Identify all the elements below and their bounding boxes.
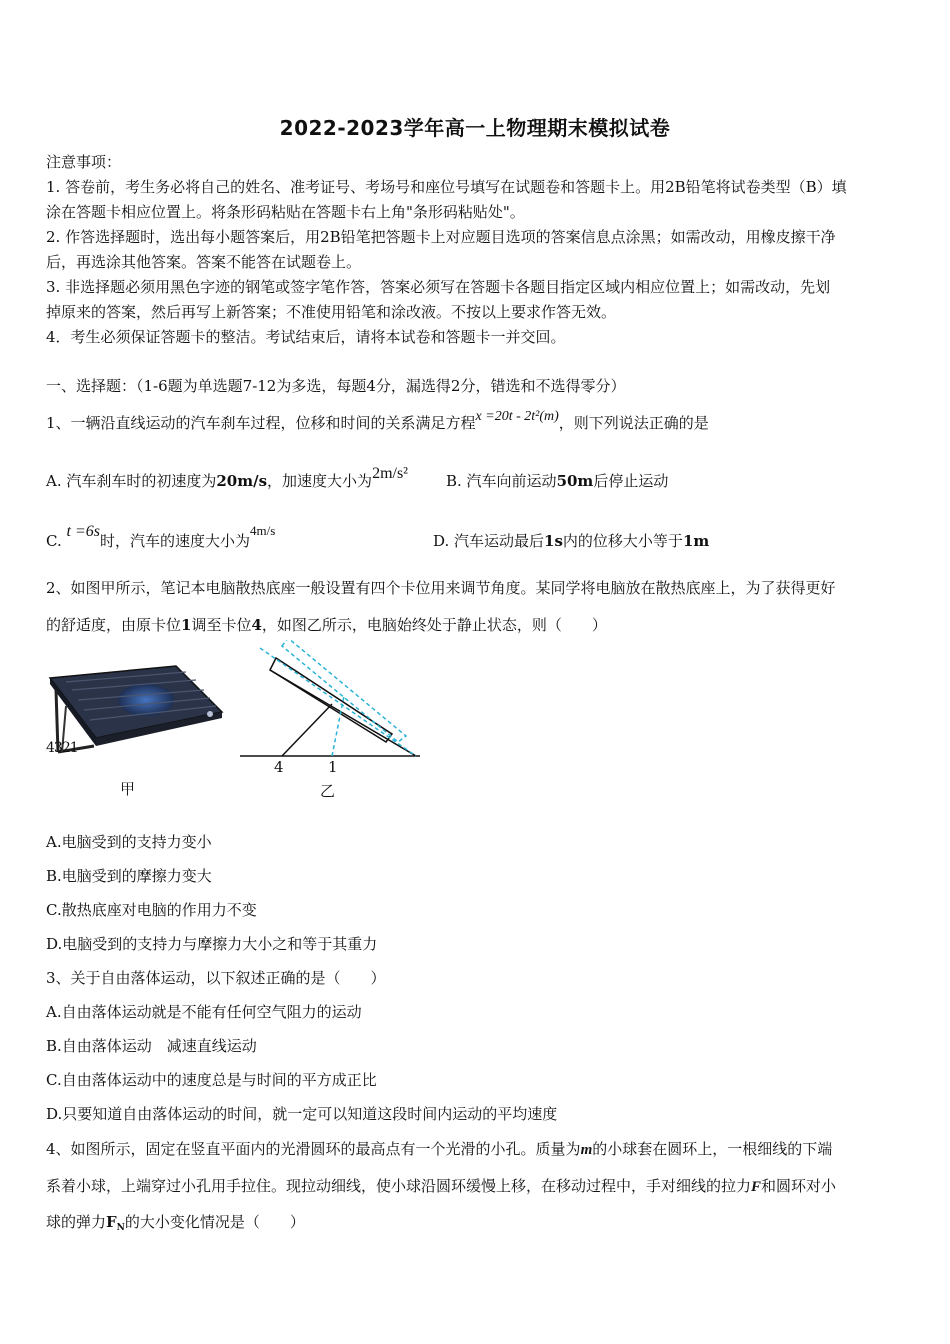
figure-yi (236, 640, 426, 800)
position-4-label: 4 (274, 758, 284, 776)
support-leg-4 (282, 704, 332, 756)
q1-opt-a-text: A. 汽车刹车时的初速度为 (46, 472, 217, 490)
notice-line-4: 后，再选涂其他答案。答案不能答在试题卷上。 (46, 253, 362, 271)
q1-stem-end: ，则下列说法正确的是 (558, 414, 709, 432)
q1-opt-d-time: 1s (544, 532, 563, 550)
position-1-label: 1 (328, 758, 338, 776)
q4-stem-line-2 (46, 1176, 836, 1197)
q2-option-b: B.电脑受到的摩擦力变大 (46, 867, 212, 885)
q1-opt-a-v0: 20m/s (216, 472, 268, 490)
q4-normal-force-symbol: F (106, 1213, 117, 1231)
q4-line2-a: 系着小球，上端穿过小孔用手拉住。现拉动细线，使小球沿圆环缓慢上移，在移动过程中，手对细线的拉力 (46, 1177, 752, 1195)
q1-stem-text: 1、一辆沿直线运动的汽车刹车过程，位移和时间的关系满足方程 (46, 414, 476, 432)
notice-line-6: 掉原来的答案，然后再写上新答案；不准使用铅笔和涂改液。不按以上要求作答无效。 (46, 303, 617, 321)
q1-opt-c-time: t =6s (66, 523, 100, 540)
q4-stem-line-3 (46, 1212, 305, 1238)
slot-numbers: 4321 (46, 740, 78, 756)
q4-line3-b: 的大小变化情况是（ ） (124, 1213, 305, 1231)
notice-line-3: 2. 作答选择题时，选出每小题答案后，用2B铅笔把答题卡上对应题目选项的答案信息点涂黑；如需改动，用橡皮擦干净 (46, 228, 836, 246)
q4-mass-symbol: m (580, 1142, 593, 1158)
q4-stem-line-1 (46, 1139, 832, 1160)
q1-opt-a-accel: 2m/s² (372, 465, 408, 482)
q1-option-b (446, 471, 668, 491)
figure-yi-label: 乙 (320, 782, 336, 800)
notice-line-7: 4．考生必须保证答题卡的整洁。考试结束后，请将本试卷和答题卡一并交回。 (46, 328, 566, 346)
q2-line2-c: ，如图乙所示，电脑始终处于静止状态，则（ ） (261, 616, 607, 634)
figure-jia (46, 660, 226, 800)
q4-force-symbol: F (751, 1179, 762, 1195)
figure-jia-label: 甲 (120, 780, 136, 798)
q3-option-a: A.自由落体运动就是不能有任何空气阻力的运动 (46, 1003, 362, 1021)
q1-option-c (46, 523, 276, 552)
q1-opt-c-mid: 时，汽车的速度大小为 (99, 532, 250, 550)
q1-opt-b-text: B. 汽车向前运动 (446, 472, 557, 490)
section-heading: 一、选择题：（1-6题为单选题7-12为多选，每题4分，漏选得2分，错选和不选得零分） (46, 377, 626, 395)
q2-option-c: C.散热底座对电脑的作用力不变 (46, 901, 257, 919)
notice-line-1: 1. 答卷前，考生务必将自己的姓名、准考证号、考场号和座位号填写在试题卷和答题卡上。用2B铅笔将试卷类型（B）填 (46, 178, 847, 196)
notice-heading: 注意事项： (46, 153, 122, 171)
q1-opt-d-mid: 内的位移大小等于 (562, 532, 683, 550)
q2-stem-line-2 (46, 615, 607, 635)
laptop-position-4 (270, 658, 392, 742)
q2-line2-a: 的舒适度，由原卡位 (46, 616, 182, 634)
notice-line-2: 涂在答题卡相应位置上。将条形码粘贴在答题卡右上角"条形码粘贴处"。 (46, 203, 525, 221)
q1-opt-b-end: 后停止运动 (593, 472, 669, 490)
q4-normal-subscript: N (116, 1223, 125, 1233)
q3-option-d: D.只要知道自由落体运动的时间，就一定可以知道这段时间内运动的平均速度 (46, 1105, 558, 1123)
q1-option-d (433, 531, 709, 551)
q2-option-a: A.电脑受到的支持力变小 (46, 833, 212, 851)
q4-line3-a: 球的弹力 (46, 1213, 107, 1231)
laptop-position-1 (260, 648, 416, 756)
q2-slot-1: 1 (181, 616, 192, 634)
q3-option-b: B.自由落体运动 减速直线运动 (46, 1037, 257, 1055)
q1-opt-c-text: C. (46, 532, 62, 550)
notice-line-5: 3. 非选择题必须用黑色字迹的钢笔或签字笔作答，答案必须写在答题卡各题目指定区域内相应位置上；如需改动，先划 (46, 278, 831, 296)
q4-line2-b: 和圆环对小 (761, 1177, 837, 1195)
q1-option-a (46, 465, 408, 492)
support-leg-1 (332, 696, 344, 756)
q1-opt-d-distance: 1m (682, 532, 710, 550)
q1-opt-c-speed: 4m/s (249, 523, 276, 538)
q4-line1-b: 的小球套在圆环上，一根细线的下端 (592, 1140, 833, 1158)
q2-stem-line-1: 2、如图甲所示，笔记本电脑散热底座一般设置有四个卡位用来调节角度。某同学将电脑放在散热底座上，为了获得更好 (46, 579, 836, 597)
q2-slot-4: 4 (251, 616, 262, 634)
q1-stem (46, 409, 709, 435)
q2-option-d: D.电脑受到的支持力与摩擦力大小之和等于其重力 (46, 935, 378, 953)
q4-line1-a: 4、如图所示，固定在竖直平面内的光滑圆环的最高点有一个光滑的小孔。质量为 (46, 1140, 581, 1158)
q3-option-c: C.自由落体运动中的速度总是与时间的平方成正比 (46, 1071, 377, 1089)
q1-equation: x =20t - 2t²(m) (475, 409, 559, 424)
q3-stem: 3、关于自由落体运动，以下叙述正确的是（ ） (46, 969, 386, 987)
q2-line2-b: 调至卡位 (191, 616, 252, 634)
q1-opt-a-mid: ，加速度大小为 (267, 472, 373, 490)
stand-angle-diagram (236, 640, 426, 770)
q1-opt-d-text: D. 汽车运动最后 (433, 532, 545, 550)
page-title: 2022-2023学年高一上物理期末模拟试卷 (279, 116, 671, 140)
q1-opt-b-distance: 50m (556, 472, 594, 490)
